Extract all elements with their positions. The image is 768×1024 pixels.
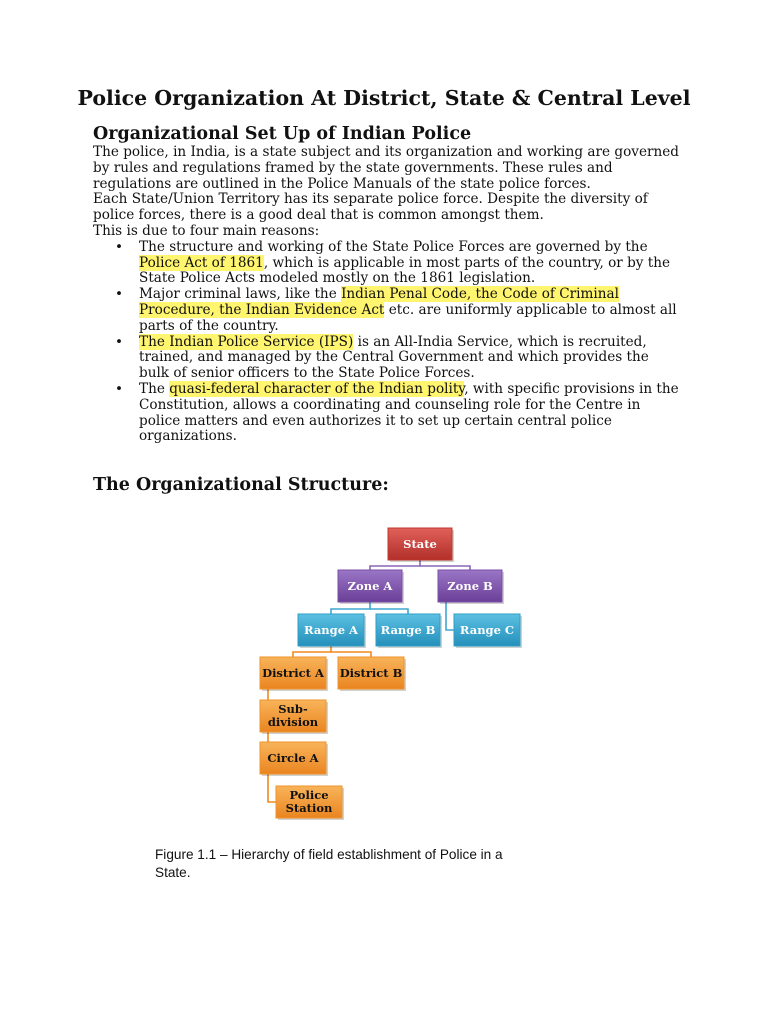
org-node-district-b (338, 657, 406, 691)
org-node-zone-a (338, 570, 404, 604)
bullet-text: etc. are uniformly applicable to almost all parts of the country. (139, 301, 677, 334)
highlighted-text: Police Act of 1861 (139, 254, 264, 271)
section-heading-structure: The Organizational Structure: (93, 475, 389, 495)
org-node-label: Zone B (447, 579, 493, 593)
org-node-label: Range C (459, 623, 515, 637)
org-chart-connector (370, 609, 408, 614)
paragraph: Each State/Union Territory has its separate police force. Despite the diversity of police forces, there is a good deal that is common amongst them. (93, 191, 648, 224)
caption-line: State. (155, 865, 191, 880)
caption-line: Figure 1.1 – Hierarchy of field establishment of Police in a (155, 847, 503, 862)
org-chart-connector (420, 566, 470, 570)
org-node-label: Circle A (267, 751, 319, 765)
section-heading-setup: Organizational Set Up of Indian Police (93, 124, 472, 144)
document-title: Police Organization At District, State & Central Level (77, 86, 691, 110)
org-node-label: District A (262, 666, 324, 680)
org-node-state (388, 528, 454, 562)
org-node-range-a (298, 614, 366, 648)
bullet-text: , with specific provisions in the Constitution, allows a coordinating and counseling role for the Centre in police matters and even authorizes it to set up certain central police organizations. (139, 380, 679, 445)
section-body (93, 145, 683, 445)
org-node-label: District B (339, 666, 403, 680)
highlighted-text: The Indian Police Service (IPS) (139, 333, 354, 350)
org-chart-connector (446, 602, 454, 630)
bullet-text: The (139, 380, 170, 397)
paragraph: This is due to four main reasons: (93, 222, 320, 239)
org-node-label: Sub-division (267, 702, 319, 729)
org-node-police-station (276, 786, 344, 820)
org-chart-connector (331, 652, 371, 657)
org-node-sub-division (260, 700, 328, 734)
org-node-zone-b (438, 570, 504, 604)
org-node-label: State (403, 537, 437, 551)
list-item (93, 335, 683, 382)
figure-caption (155, 846, 535, 882)
bullet-text: , which is applicable in most parts of the country, or by the State Police Acts modeled mostly on the 1861 legislation. (139, 254, 671, 287)
bullet-text: The structure and working of the State Police Forces are governed by the (139, 238, 648, 255)
paragraph: The police, in India, is a state subject and its organization and working are governed by rules and regulations framed by the state governments. These rules and regulations are outlined in the Police Manuals of the state police forces. (93, 144, 680, 192)
org-node-label: Police Station (285, 788, 333, 815)
list-item (93, 382, 683, 445)
org-node-circle-a (260, 742, 328, 776)
org-node-range-b (376, 614, 442, 648)
bullet-text: Major criminal laws, like the (139, 286, 342, 303)
org-node-label: Range B (380, 623, 436, 637)
org-node-district-a (260, 657, 328, 691)
list-item (93, 287, 683, 334)
org-node-label: Range A (304, 623, 358, 637)
org-node-label: Zone A (347, 579, 393, 593)
reasons-list (93, 240, 683, 445)
list-item (93, 240, 683, 287)
highlighted-text: Indian Penal Code, the Code of Criminal Procedure, the Indian Evidence Act (139, 286, 619, 318)
org-chart-nodes (260, 528, 522, 820)
org-node-range-c (454, 614, 522, 648)
highlighted-text: quasi-federal character of the Indian polity (169, 380, 465, 397)
org-chart-connector (268, 774, 276, 802)
bullet-text: is an All-India Service, which is recruited, trained, and managed by the Central Government and which provides the bulk of senior officers to the State Police Forces. (139, 333, 649, 382)
org-chart-diagram (250, 520, 550, 830)
